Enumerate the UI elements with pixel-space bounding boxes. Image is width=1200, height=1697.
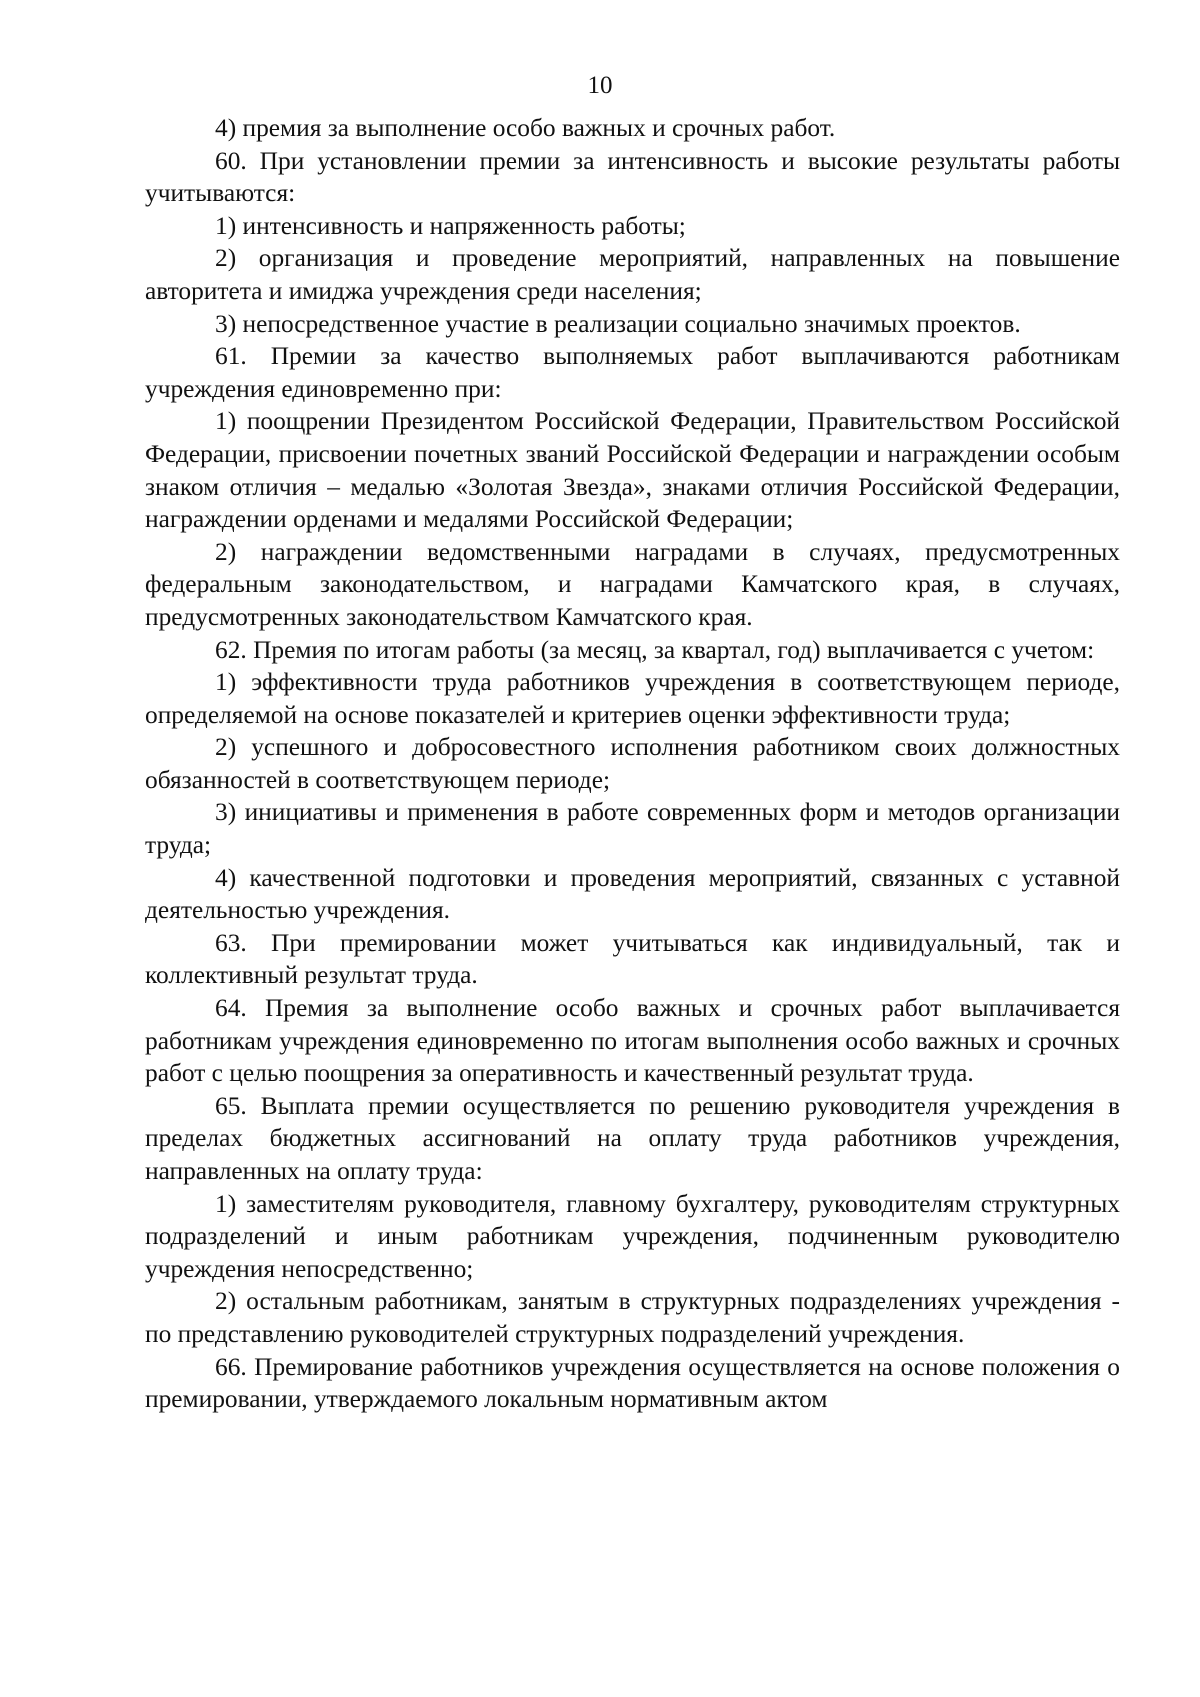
- paragraph-61: 61. Премии за качество выполняемых работ выплачиваются работникам учреждения единовременно при:: [145, 342, 1120, 403]
- paragraph-60-item-2: 2) организация и проведение мероприятий, направленных на повышение авторитета и имиджа учреждения среди населения;: [145, 244, 1120, 305]
- paragraph-62: 62. Премия по итогам работы (за месяц, за квартал, год) выплачивается с учетом:: [215, 635, 1095, 664]
- paragraph-63: 63. При премировании может учитываться как индивидуальный, так и коллективный результат труда.: [145, 928, 1120, 990]
- paragraph-66: 66. Премирование работников учреждения осуществляется на основе положения о премировании, утверждаемого локальным нормативным актом: [145, 1352, 1120, 1414]
- paragraph-65-item-1: 1) заместителям руководителя, главному бухгалтеру, руководителям структурных подразделений и иным работникам учреждения, подчиненным руководителю учреждения непосредственно;: [145, 1189, 1120, 1283]
- paragraph-60-item-1: 1) интенсивность и напряженность работы;: [215, 211, 686, 240]
- paragraph-65: 65. Выплата премии осуществляется по решению руководителя учреждения в пределах бюджетных ассигнований на оплату труда работников учреждения, направленных на оплату труда:: [145, 1091, 1120, 1185]
- paragraph-62-item-2: 2) успешного и добросовестного исполнения работником своих должностных обязанностей в соответствующем периоде;: [145, 733, 1120, 794]
- paragraph-62-item-4: 4) качественной подготовки и проведения мероприятий, связанных с уставной деятельностью учреждения.: [145, 863, 1120, 925]
- paragraph-64: 64. Премия за выполнение особо важных и срочных работ выплачивается работникам учреждения единовременно по итогам выполнения особо важных и срочных работ с целью поощрения за оперативность и качественный результат труда.: [145, 994, 1120, 1088]
- paragraph-65-item-2: 2) остальным работникам, занятым в структурных подразделениях учреждения - по представлению руководителей структурных подразделений учреждения.: [145, 1287, 1120, 1348]
- paragraph-62-item-3: 3) инициативы и применения в работе современных форм и методов организации труда;: [145, 798, 1120, 860]
- paragraph-59-item-4: 4) премия за выполнение особо важных и срочных работ.: [215, 114, 836, 142]
- paragraph-62-item-1: 1) эффективности труда работников учреждения в соответствующем периоде, определяемой на основе показателей и критериев оценки эффективности труда;: [145, 668, 1120, 729]
- document-body: [145, 112, 1120, 1416]
- paragraph-61-item-1: 1) поощрении Президентом Российской Федерации, Правительством Российской Федерации, присвоении почетных званий Российской Федерации и награждении особым знаком отличия – медалью «Золотая Звезда», знаками отличия Российской Федерации, награждении орденами и медалями Российской Федерации;: [145, 407, 1120, 534]
- page-number: 10: [587, 72, 613, 99]
- paragraph-61-item-2: 2) награждении ведомственными наградами в случаях, предусмотренных федеральным законодательством, и наградами Камчатского края, в случаях, предусмотренных законодательством Камчатского края.: [145, 537, 1120, 631]
- paragraph-60: 60. При установлении премии за интенсивность и высокие результаты работы учитываются:: [145, 146, 1120, 208]
- paragraph-60-item-3: 3) непосредственное участие в реализации социально значимых проектов.: [215, 309, 1021, 338]
